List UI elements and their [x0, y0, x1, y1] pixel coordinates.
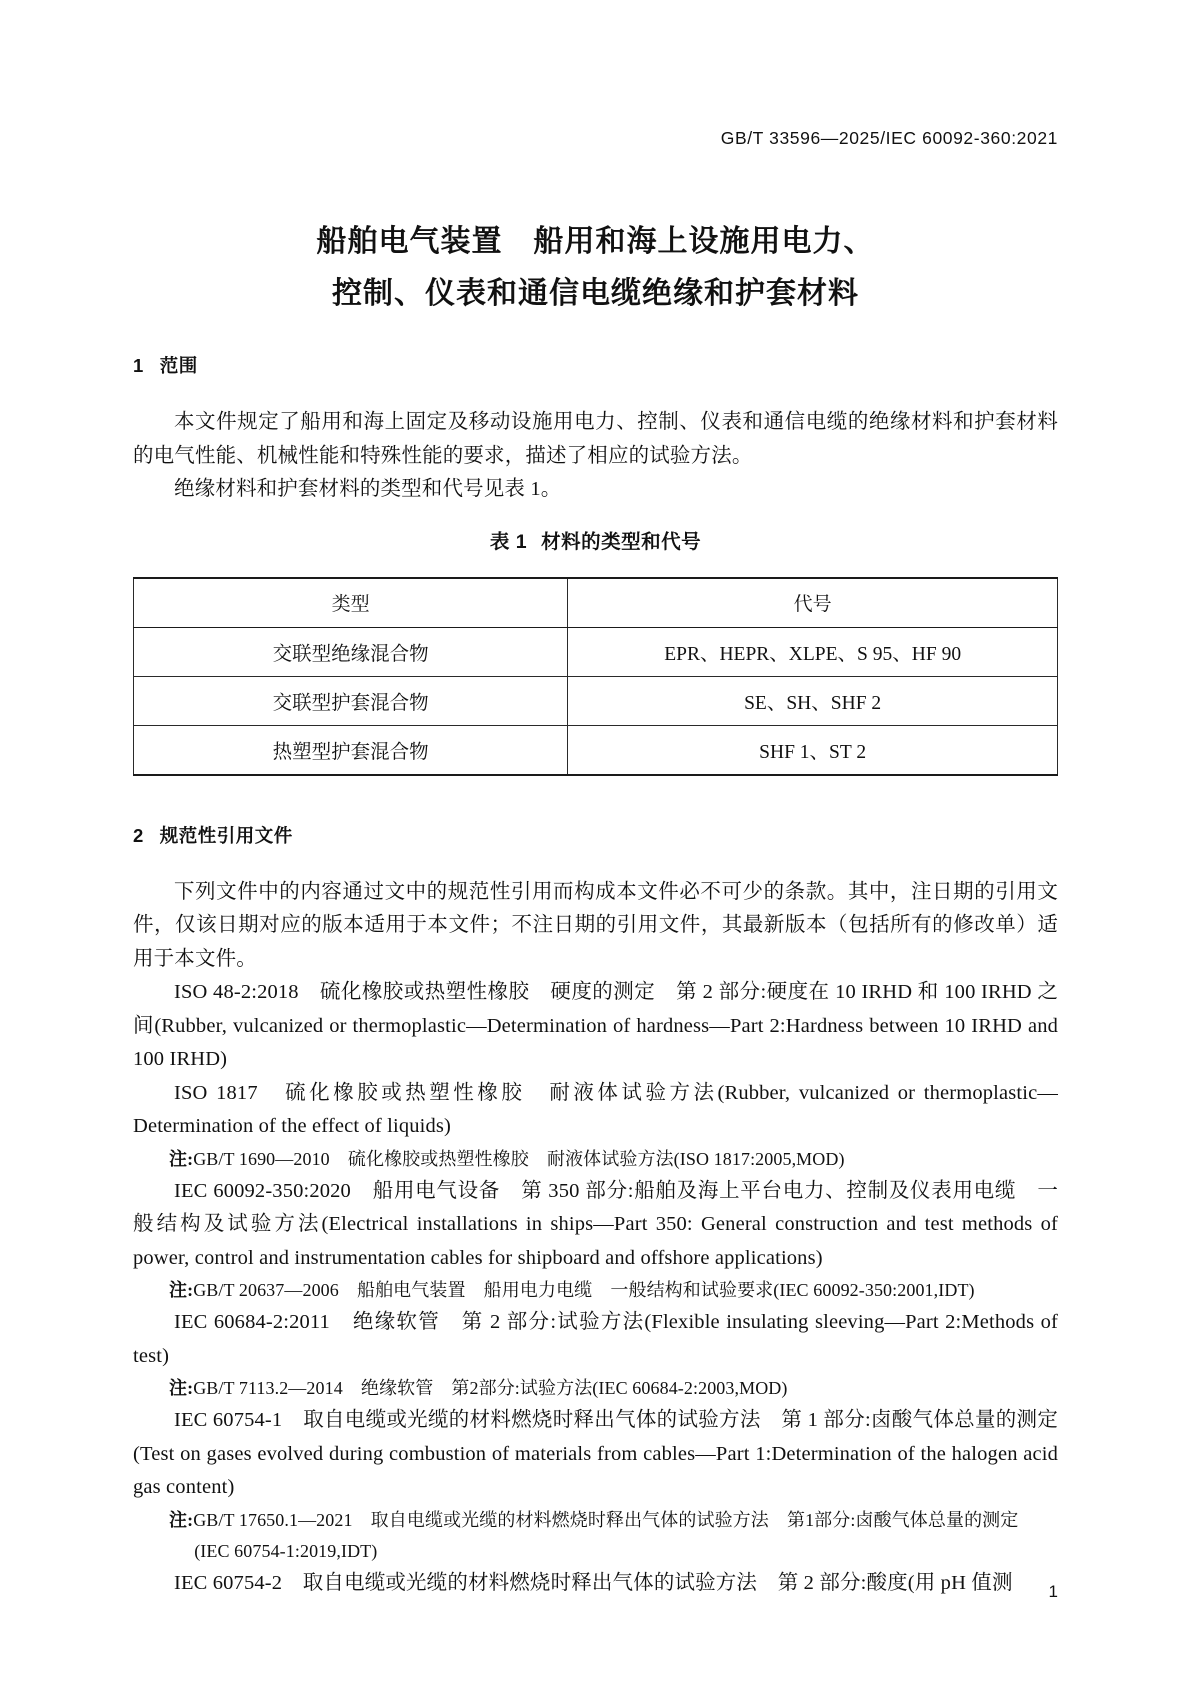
clause-1-number: 1 [133, 355, 144, 376]
clause-1-heading [133, 352, 1058, 380]
table-1-caption-number: 表 1 [489, 530, 528, 553]
page-title [133, 216, 1058, 320]
normative-note-gbt-7113-2 [133, 1373, 1058, 1404]
note-label: 注: [169, 1509, 194, 1530]
table-row [134, 725, 1058, 775]
document-body [133, 352, 1058, 1600]
normative-reference-iec-60754-2: IEC 60754-2 取自电缆或光缆的材料燃烧时释出气体的试验方法 第 2 部分:酸度(用 pH 值测 [174, 1571, 1013, 1594]
normative-reference-iec-60684-2: IEC 60684-2:2011 绝缘软管 第 2 部分:试验方法(Flexible insulating sleeving—Part 2:Methods of test) [133, 1311, 1058, 1367]
clause-1-paragraph-2: 绝缘材料和护套材料的类型和代号见表 1。 [174, 478, 562, 500]
clause-2-intro-paragraph: 下列文件中的内容通过文中的规范性引用而构成本文件必不可少的条款。其中，注日期的引用文件，仅该日期对应的版本适用于本文件；不注日期的引用文件，其最新版本（包括所有的修改单）适用于本文件。 [133, 880, 1058, 970]
note-text: GB/T 20637—2006 船舶电气装置 船用电力电缆 一般结构和试验要求(IEC 60092-350:2001,IDT) [193, 1280, 975, 1300]
table-1-cell-code: SHF 1、ST 2 [568, 725, 1058, 775]
table-1-cell-type: 交联型绝缘混合物 [134, 627, 568, 676]
page-title-line-2: 控制、仪表和通信电缆绝缘和护套材料 [332, 277, 859, 310]
table-1-head [134, 578, 1058, 628]
table-1-cell-type: 热塑型护套混合物 [134, 725, 568, 775]
note-text: GB/T 1690—2010 硫化橡胶或热塑性橡胶 耐液体试验方法(ISO 1817:2005,MOD) [193, 1148, 845, 1169]
note-text: GB/T 7113.2—2014 绝缘软管 第2部分:试验方法(IEC 60684-2:2003,MOD) [193, 1378, 788, 1398]
table-1-caption-text: 材料的类型和代号 [541, 530, 702, 553]
clause-2-title: 规范性引用文件 [159, 824, 293, 846]
normative-reference-iec-60754-1: IEC 60754-1 取自电缆或光缆的材料燃烧时释出气体的试验方法 第 1 部分:卤酸气体总量的测定(Test on gases evolved during combustion of materials from cables—Part 1:Determination of the halogen acid gas content) [133, 1409, 1058, 1498]
table-1-col-header-code: 代号 [568, 578, 1058, 628]
normative-reference-iso-1817: ISO 1817 硫化橡胶或热塑性橡胶 耐液体试验方法(Rubber, vulcanized or thermoplastic—Determination of the effect of liquids) [133, 1081, 1058, 1137]
note-text: GB/T 17650.1—2021 取自电缆或光缆的材料燃烧时释出气体的试验方法 第1部分:卤酸气体总量的测定 [193, 1509, 1019, 1530]
normative-note-gbt-20637 [133, 1275, 1058, 1306]
normative-note-gbt-17650-1-continuation: (IEC 60754-1:2019,IDT) [194, 1540, 378, 1561]
clause-2-number: 2 [133, 824, 144, 846]
clause-2-heading [133, 822, 1058, 850]
table-1-cell-code: SE、SH、SHF 2 [568, 676, 1058, 725]
note-label: 注: [169, 1148, 194, 1169]
normative-note-gbt-1690 [133, 1144, 1058, 1175]
normative-note-gbt-17650-1 [133, 1505, 1058, 1536]
table-1-caption [133, 527, 1058, 557]
table-1-cell-code: EPR、HEPR、XLPE、S 95、HF 90 [568, 627, 1058, 676]
note-label: 注: [169, 1378, 194, 1398]
table-header-row [134, 578, 1058, 628]
table-1-materials [133, 577, 1058, 776]
table-1-col-header-type: 类型 [134, 578, 568, 628]
note-label: 注: [169, 1280, 194, 1300]
clause-1-paragraph-1: 本文件规定了船用和海上固定及移动设施用电力、控制、仪表和通信电缆的绝缘材料和护套材料的电气性能、机械性能和特殊性能的要求，描述了相应的试验方法。 [133, 411, 1058, 467]
page-title-line-1: 船舶电气装置 船用和海上设施用电力、 [316, 225, 875, 258]
table-1-cell-type: 交联型护套混合物 [134, 676, 568, 725]
normative-reference-iec-60092-350: IEC 60092-350:2020 船用电气设备 第 350 部分:船舶及海上平台电力、控制及仪表用电缆 一般结构及试验方法(Electrical installations in ships—Part 350: General construction and test methods of power, control and instrumentation cables for shipboard and offshore applications) [133, 1179, 1058, 1269]
clause-1-title: 范围 [159, 355, 198, 376]
table-row [134, 627, 1058, 676]
normative-reference-iso-48-2: ISO 48-2:2018 硫化橡胶或热塑性橡胶 硬度的测定 第 2 部分:硬度在 10 IRHD 和 100 IRHD 之间(Rubber, vulcanized or thermoplastic—Determination of hardness—Part 2:Hardness between 10 IRHD and 100 IRHD) [133, 981, 1058, 1070]
table-row [134, 676, 1058, 725]
running-header-standard-ref: GB/T 33596—2025/IEC 60092-360:2021 [720, 128, 1058, 148]
table-1-body [134, 627, 1058, 775]
page-number: 1 [1048, 1582, 1058, 1601]
